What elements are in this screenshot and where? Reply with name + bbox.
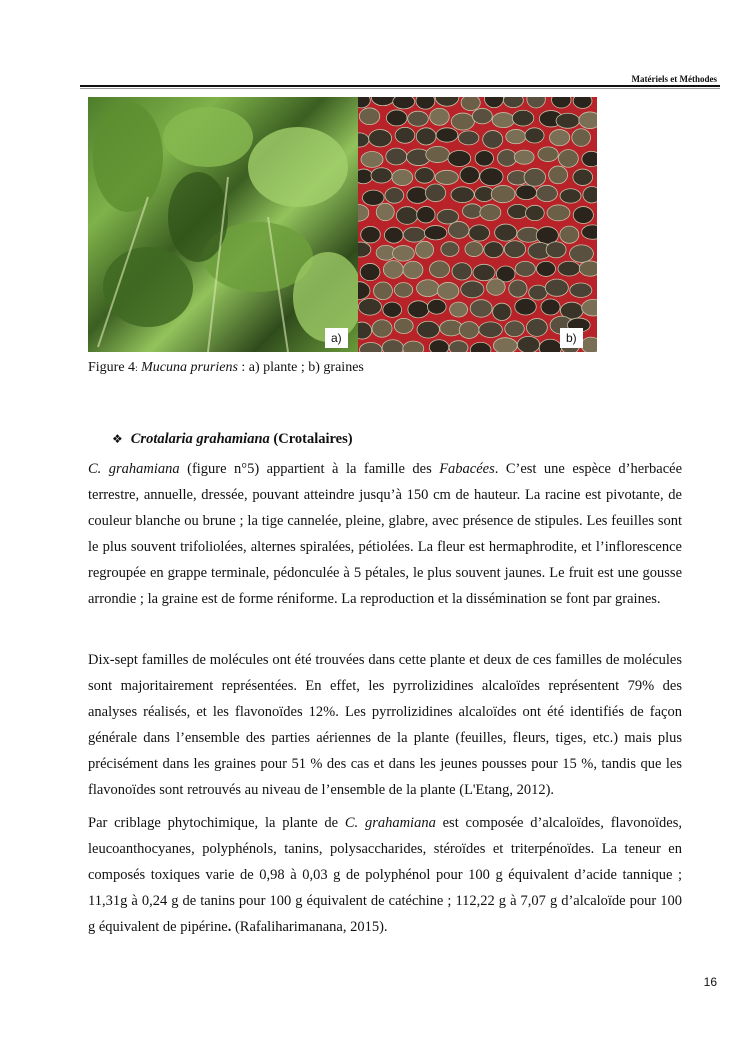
p3-text-1: Par criblage phytochimique, la plante de [88, 815, 345, 831]
diamond-bullet-icon: ❖ [112, 432, 123, 446]
p3-text-2: est composée d’alcaloïdes, flavonoïdes, leucoanthocyanes, polyphénols, tanins, polysaccharides, stéroïdes et triterpénoïdes. La teneur en composés toxiques varie de 0,98 à 0,03 g de polyphénol pour 100 g équivalent d’acide tannique ; 11,31g à 0,24 g de tanins pour 100 g équivalent de catéchine ; 112,22 g à 7,07 g d’alcaloïde pour 100 g équivalent de pipérine [88, 815, 682, 935]
section-heading [112, 431, 353, 448]
figure-label-b: b) [560, 328, 583, 348]
paragraph-molecules: Dix-sept familles de molécules ont été trouvées dans cette plante et deux de ces familles de molécules sont majoritairement représentées. En effet, les pyrrolizidines alcaloïdes représentent 79% des analyses réalisés, et les flavonoïdes 12%. Les pyrrolizidines alcaloïdes ont été identifiés de façon générale dans l’ensemble des parties aériennes de la plante (feuilles, fleurs, tiges, etc.) mais plus précisément dans les graines pour 51 % des cas et dans les jeunes pousses pour 15 %, tandis que les flavonoïdes sont retrouvés au niveau de l’ensemble de la plante (L'Etang, 2012). [88, 652, 682, 798]
p3-citation: (Rafaliharimanana, 2015). [231, 919, 388, 935]
p1-family: Fabacées [439, 461, 495, 477]
p3-bold-period: . [227, 919, 232, 935]
header-rule [80, 85, 720, 87]
caption-rest: : a) plante ; b) graines [237, 360, 364, 375]
header-rule-thin [80, 88, 720, 89]
figure-label-a: a) [325, 328, 348, 348]
running-header: Matériels et Méthodes [631, 74, 717, 84]
mucuna-seeds-photo [358, 97, 597, 352]
caption-species: Mucuna pruriens [141, 360, 238, 375]
p1-text-1: (figure n°5) appartient à la famille des [179, 461, 440, 477]
section-title-rest: (Crotalaires) [269, 431, 353, 447]
section-title-species: Crotalaria grahamiana [130, 431, 270, 447]
figure-caption [88, 360, 364, 376]
paragraph-phytochemical [88, 810, 682, 940]
paragraph-description [88, 456, 682, 612]
mucuna-plant-photo [88, 97, 358, 352]
p1-species: C. grahamiana [88, 461, 180, 477]
p3-species: C. grahamiana [344, 815, 436, 831]
p1-text-2: . C’est une espèce d’herbacée terrestre, annuelle, dressée, pouvant atteindre jusqu’à 150 cm de hauteur. La racine est pivotante, de couleur blanche ou brune ; la tige cannelée, pleine, glabre, avec présence de stipules. Les feuilles sont le plus souvent trifoliolées, alternes spiralées, pétiolées. La fleur est hermaphrodite, et l’inflorescence regroupée en grappe terminale, pédonculée à 5 pétales, le plus souvent jaunes. Le fruit est une gousse arrondie ; la graine est de forme réniforme. La reproduction et la dissémination se font par graines. [88, 461, 683, 607]
figure-4 [88, 97, 597, 352]
page-number: 16 [703, 975, 717, 989]
caption-prefix: Figure 4 [88, 360, 136, 375]
caption-separator: : [135, 363, 138, 373]
